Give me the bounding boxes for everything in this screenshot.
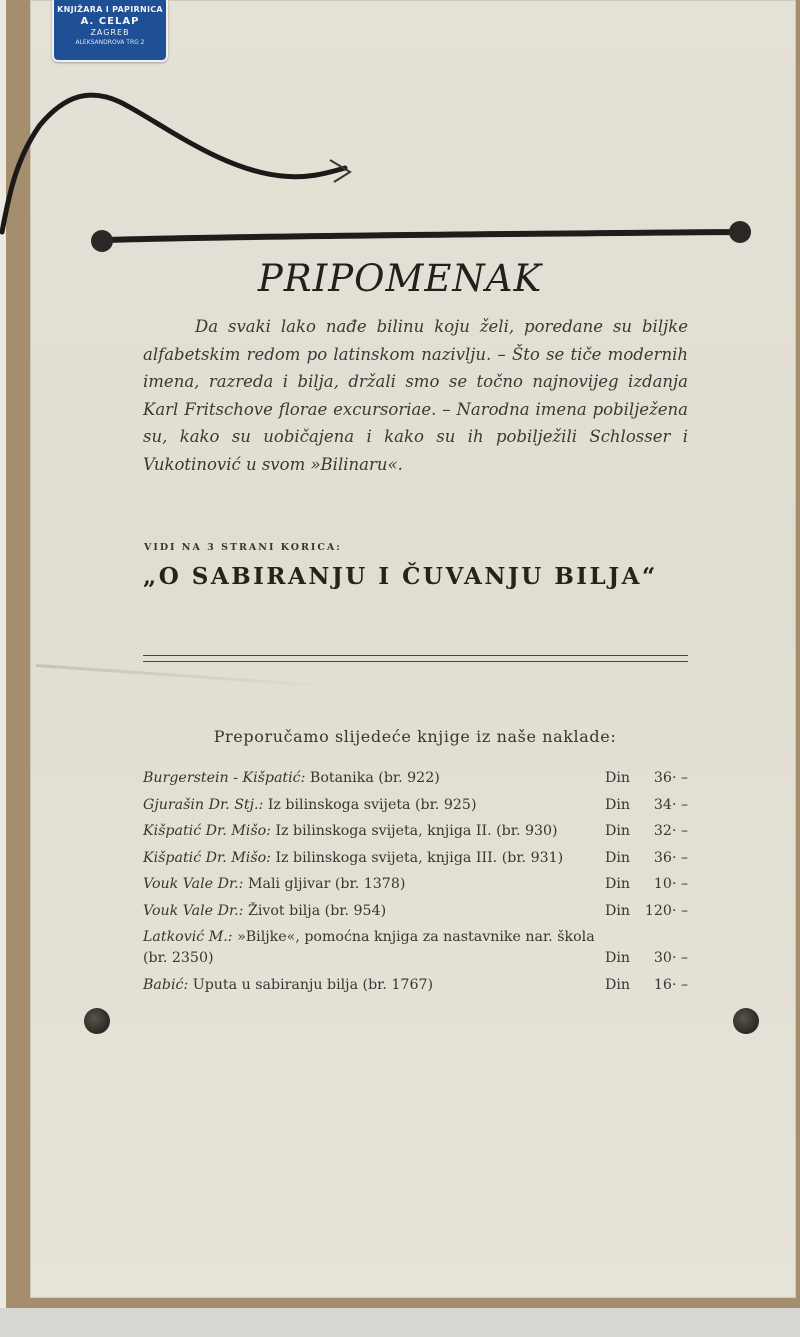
book-item [143, 901, 693, 922]
book-currency: Din [605, 823, 631, 839]
book-item [143, 874, 693, 895]
double-rule-divider [143, 655, 688, 662]
recommend-heading: Preporučamo slijedeće knjige iz naše naklade: [213, 727, 617, 746]
book-list [143, 768, 693, 1001]
book-currency: Din [605, 950, 631, 966]
book-price: 16· – [653, 976, 689, 993]
binding-hole-left [84, 1008, 110, 1034]
book-price: 32· – [653, 823, 689, 839]
book-title: Iz bilinskoga svijeta, knjiga III. (br. 931) [275, 849, 564, 866]
book-author: Kišpatić Dr. Mišo: [143, 849, 271, 866]
sticker-line: ALEKSANDROVA TRG 2 [75, 39, 145, 46]
book-item [143, 927, 693, 969]
book-item [143, 768, 693, 789]
book-author: Burgerstein - Kišpatić: [143, 770, 306, 786]
binding-hole-right [733, 1008, 759, 1034]
book-title: Mali gljivar (br. 1378) [247, 876, 406, 892]
book-price: 34· – [653, 796, 689, 813]
book-price: 30· – [653, 950, 689, 966]
book-currency: Din [605, 876, 631, 892]
book-price: 36· – [653, 770, 689, 786]
section-heading: „O SABIRANJU I ČUVANJU BILJA“ [143, 563, 658, 590]
sticker-line: KNJIŽARA I PAPIRNICA [57, 5, 163, 14]
page-title: PRIPOMENAK [257, 257, 543, 300]
book-author: Vouk Vale Dr.: [143, 876, 244, 892]
book-title: Iz bilinskoga svijeta (br. 925) [267, 796, 477, 813]
book-title: Iz bilinskoga svijeta, knjiga II. (br. 930) [275, 823, 558, 839]
sticker-line: ZAGREB [90, 28, 130, 37]
book-item [143, 848, 693, 869]
see-reference-label: VIDI NA 3 STRANI KORICA: [144, 542, 342, 553]
book-title: Botanika (br. 922) [309, 770, 440, 786]
book-author: Vouk Vale Dr.: [143, 902, 244, 919]
note-paragraph: Da svaki lako nađe bilinu koju želi, poredane su biljke alfabetskim redom po latinskom nazivlju. – Što se tiče modernih imena, razreda i bilja, držali smo se točno najnovijeg izdanja Karl Fritschove florae excursoriae. – Narodna imena pobilježena su, kako su uobičajena i kako su ih pobilježili Schlosser i Vukotinović u svom »Bilinaru«. [143, 317, 688, 474]
book-author: Gjurašin Dr. Stj.: [143, 796, 264, 813]
binding-string [0, 0, 800, 260]
book-item [143, 795, 693, 816]
book-title: Život bilja (br. 954) [247, 902, 387, 919]
book-author: Kišpatić Dr. Mišo: [143, 823, 271, 839]
book-currency: Din [605, 849, 631, 866]
book-currency: Din [605, 976, 631, 993]
book-title: »Biljke«, pomoćna knjiga za nastavnike nar. škola (br. 2350) [143, 929, 595, 966]
book-price: 120· – [644, 902, 689, 919]
book-currency: Din [605, 770, 631, 786]
book-currency: Din [605, 902, 631, 919]
book-author: Babić: [143, 976, 189, 993]
book-item [143, 975, 693, 996]
background-surface [0, 1308, 800, 1337]
book-price: 36· – [653, 849, 689, 866]
book-author: Latković M.: [143, 929, 233, 945]
book-price: 10· – [653, 876, 689, 892]
book-currency: Din [605, 796, 631, 813]
book-item [143, 821, 693, 842]
sticker-line: A. CELAP [80, 16, 140, 27]
book-title: Uputa u sabiranju bilja (br. 1767) [192, 976, 434, 993]
